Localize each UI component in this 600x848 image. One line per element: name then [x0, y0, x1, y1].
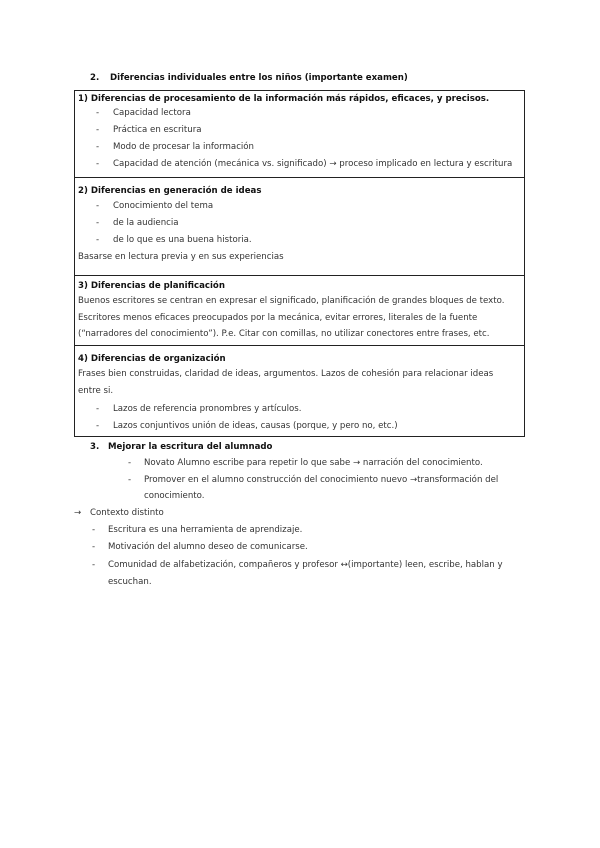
paragraph-line: Escritores menos eficaces preocupados por la mecánica, evitar errores, literales de la fuente — [78, 313, 478, 323]
list-item: Conocimiento del tema — [113, 201, 214, 211]
bullet: - — [96, 125, 100, 135]
section-heading: Mejorar la escritura del alumnado — [108, 442, 273, 452]
list-item: Lazos conjuntivos unión de ideas, causas (porque, y pero no, etc.) — [113, 421, 398, 431]
list-item: Capacidad de atención (mecánica vs. significado) → proceso implicado en lectura y escritura — [113, 159, 513, 169]
bullet: - — [92, 525, 96, 535]
bullet: - — [96, 421, 100, 431]
box-title: 4) Diferencias de organización — [78, 354, 226, 364]
paragraph-line: entre si. — [78, 386, 114, 396]
bullet: - — [96, 218, 100, 228]
paragraph-line: Buenos escritores se centran en expresar el significado, planificación de grandes bloques de texto. — [78, 296, 505, 306]
list-item: Práctica en escritura — [113, 125, 202, 135]
box-title: 3) Diferencias de planificación — [78, 281, 225, 291]
list-item: Escritura es una herramienta de aprendizaje. — [108, 525, 303, 535]
bullet: - — [96, 142, 100, 152]
bullet: - — [128, 458, 132, 468]
bullet: - — [96, 235, 100, 245]
bullet: - — [96, 404, 100, 414]
context-heading: Contexto distinto — [90, 508, 164, 518]
list-item: de la audiencia — [113, 218, 179, 228]
list-item: Novato Alumno escribe para repetir lo que sabe → narración del conocimiento. — [144, 458, 483, 468]
list-item: Modo de procesar la información — [113, 142, 255, 152]
bullet: - — [96, 108, 100, 118]
note: Basarse en lectura previa y en sus experiencias — [78, 252, 284, 262]
list-item: Motivación del alumno deseo de comunicarse. — [108, 542, 308, 552]
section-number: 2. — [90, 73, 100, 83]
list-item-continuation: conocimiento. — [144, 491, 205, 501]
list-item: Promover en el alumno construcción del conocimiento nuevo →transformación del — [144, 475, 499, 485]
bullet: - — [128, 475, 132, 485]
arrow-icon: → — [74, 508, 82, 518]
bullet: - — [92, 542, 96, 552]
list-item: Comunidad de alfabetización, compañeros y profesor ↔(importante) leen, escribe, hablan y — [108, 560, 503, 570]
box-title: 1) Diferencias de procesamiento de la información más rápidos, eficaces, y precisos. — [78, 94, 490, 104]
bullet: - — [96, 201, 100, 211]
list-item: de lo que es una buena historia. — [113, 235, 252, 245]
paragraph-line: Frases bien construidas, claridad de ideas, argumentos. Lazos de cohesión para relacionar ideas — [78, 369, 494, 379]
section-number: 3. — [90, 442, 100, 452]
list-item: Lazos de referencia pronombres y artículos. — [113, 404, 302, 414]
list-item-continuation: escuchan. — [108, 577, 152, 587]
box-title: 2) Diferencias en generación de ideas — [78, 186, 262, 196]
bullet: - — [92, 560, 96, 570]
bullet: - — [96, 159, 100, 169]
section-heading: Diferencias individuales entre los niños (importante examen) — [110, 73, 408, 83]
list-item: Capacidad lectora — [113, 108, 191, 118]
paragraph-line: (“narradores del conocimiento”). P.e. Citar con comillas, no utilizar conectores entre frases, etc. — [78, 329, 490, 339]
